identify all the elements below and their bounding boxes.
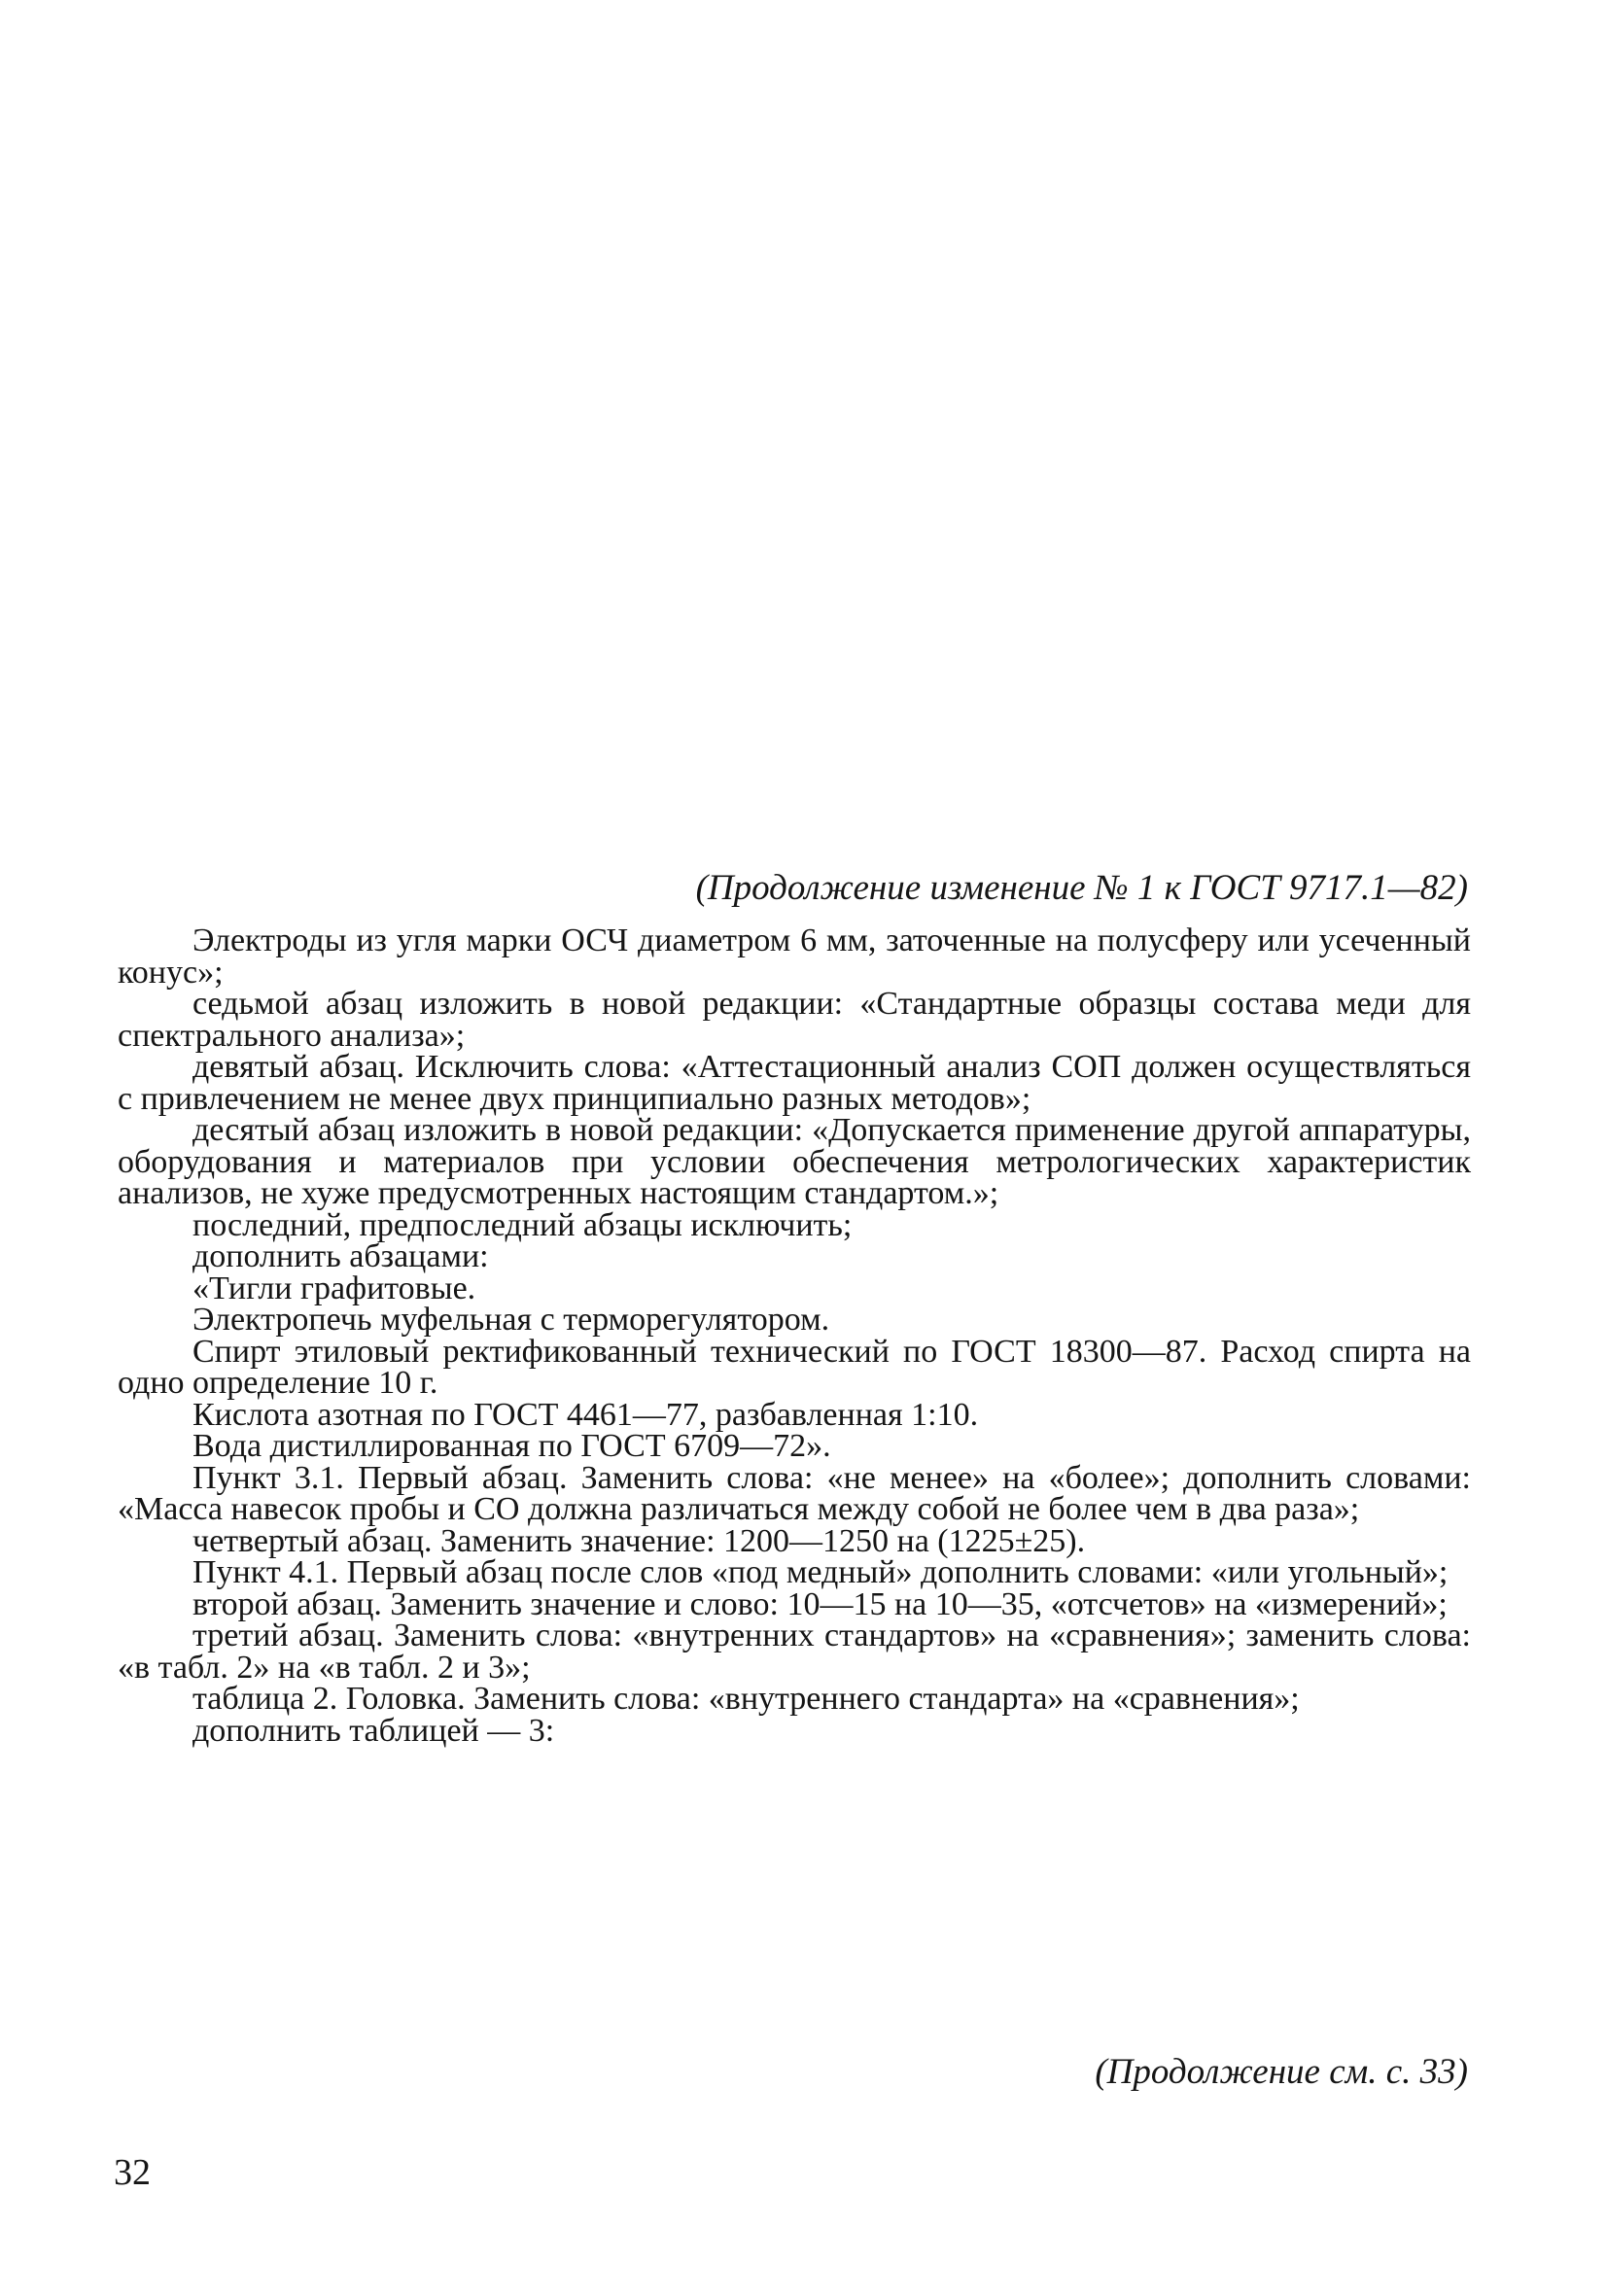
page-number: 32	[114, 2152, 151, 2193]
paragraph: четвертый абзац. Заменить значение: 1200—1250 на (1225±25).	[192, 1522, 1086, 1559]
paragraph: Электропечь муфельная с терморегулятором.	[192, 1302, 830, 1338]
body-text	[118, 922, 1471, 1749]
paragraph: последний, предпоследний абзацы исключить;	[192, 1206, 853, 1243]
paragraph: Вода дистиллированная по ГОСТ 6709—72».	[192, 1428, 831, 1464]
paragraph: Спирт этиловый ректификованный технический по ГОСТ 18300—87. Расход спирта на одно определение 10 г.	[118, 1333, 1471, 1401]
paragraph: дополнить абзацами:	[192, 1238, 489, 1274]
paragraph: седьмой абзац изложить в новой редакции: «Стандартные образцы состава меди для спектрального анализа»;	[118, 986, 1471, 1054]
paragraph: Пункт 4.1. Первый абзац после слов «под медный» дополнить словами: «или угольный»;	[192, 1554, 1449, 1590]
paragraph: «Тигли графитовые.	[192, 1270, 476, 1306]
continuation-footer: (Продолжение см. с. 33)	[1095, 2052, 1468, 2092]
paragraph: Пункт 3.1. Первый абзац. Заменить слова: «не менее» на «более»; дополнить словами: «Масса навесок пробы и СО должна различаться между собой не более чем в два раза»;	[118, 1459, 1471, 1527]
paragraph: десятый абзац изложить в новой редакции: «Допускается применение другой аппаратуры, оборудования и материалов при условии обеспечения метрологических характеристик анализов, не хуже предусмотренных настоящим стандартом.»;	[118, 1112, 1471, 1211]
paragraph: девятый абзац. Исключить слова: «Аттестационный анализ СОП должен осуществляться с привлечением не менее двух принципиально разных методов»;	[118, 1049, 1471, 1117]
paragraph: Кислота азотная по ГОСТ 4461—77, разбавленная 1:10.	[192, 1396, 979, 1433]
paragraph: таблица 2. Головка. Заменить слова: «внутреннего стандарта» на «сравнения»;	[192, 1681, 1300, 1717]
paragraph: второй абзац. Заменить значение и слово: 10—15 на 10—35, «отсчетов» на «измерений»;	[192, 1585, 1448, 1622]
paragraph: третий абзац. Заменить слова: «внутренних стандартов» на «сравнения»; заменить слова: «в табл. 2» на «в табл. 2 и 3»;	[118, 1618, 1471, 1686]
continuation-header: (Продолжение изменение № 1 к ГОСТ 9717.1—82)	[695, 868, 1468, 908]
paragraph: Электроды из угля марки ОСЧ диаметром 6 мм, заточенные на полусферу или усеченный конус»;	[118, 922, 1471, 991]
paragraph: дополнить таблицей — 3:	[192, 1712, 555, 1749]
